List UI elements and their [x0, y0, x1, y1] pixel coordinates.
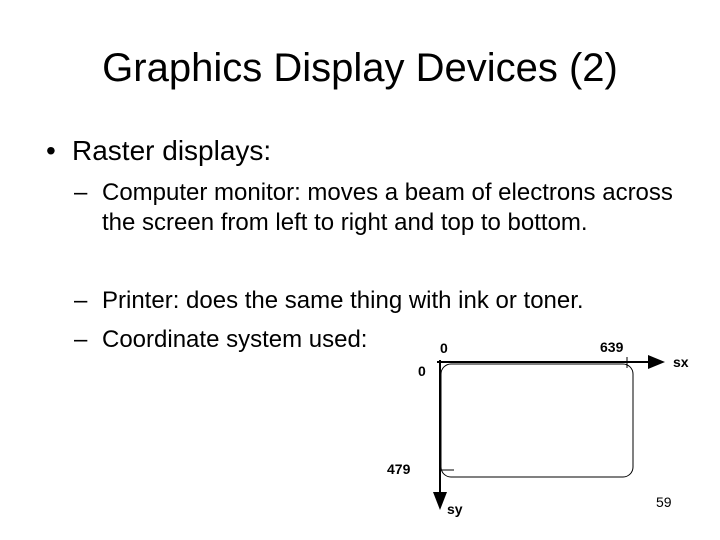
- sub-item-text: Coordinate system used:: [102, 326, 368, 353]
- screen-outline: [441, 364, 633, 477]
- sub-item-marker: –: [74, 179, 88, 206]
- x-axis-arrowhead: [648, 355, 665, 369]
- sub-item-marker: –: [74, 287, 88, 314]
- sub-item-text: Computer monitor: moves a beam of electrons across the screen from left to right and top to bottom.: [102, 179, 673, 236]
- slide-title: Graphics Display Devices (2): [102, 46, 618, 90]
- x-axis-label: sx: [673, 354, 689, 370]
- y-max-label: 479: [387, 461, 411, 477]
- x-origin-label: 0: [440, 340, 448, 356]
- y-origin-label: 0: [418, 363, 426, 379]
- sub-item-text: Printer: does the same thing with ink or toner.: [102, 287, 584, 314]
- bullet-marker: •: [46, 135, 56, 166]
- sub-item-marker: –: [74, 326, 88, 353]
- y-axis-arrowhead: [433, 492, 447, 510]
- x-max-label: 639: [600, 339, 624, 355]
- page-number: 59: [656, 494, 672, 510]
- y-axis-label: sy: [447, 501, 463, 517]
- bullet-text: Raster displays:: [72, 135, 272, 166]
